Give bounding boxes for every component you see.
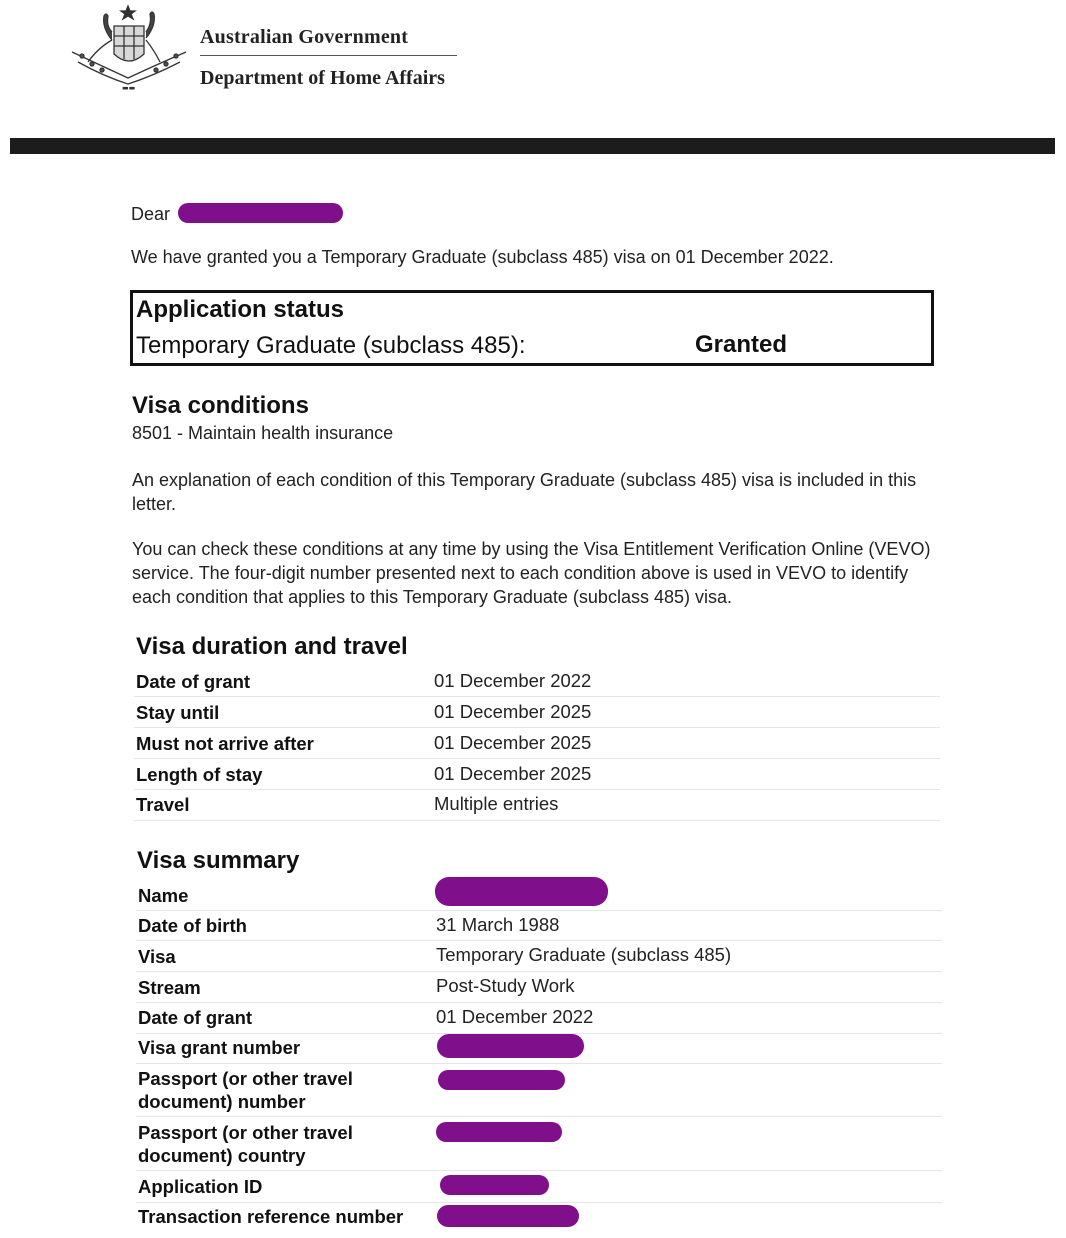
row-value: Multiple entries (434, 793, 559, 814)
row-label: Visa (138, 946, 176, 967)
row-label: Must not arrive after (136, 733, 314, 754)
header-divider (200, 55, 457, 56)
department-name: Department of Home Affairs (200, 67, 445, 89)
row-value: Post-Study Work (436, 975, 575, 996)
visa-duration-heading: Visa duration and travel (136, 633, 408, 660)
row-value: 01 December 2025 (434, 701, 592, 722)
table-row (136, 974, 942, 1003)
application-status-title: Application status (136, 296, 345, 323)
header-bar (10, 138, 1055, 154)
row-label: Transaction reference number (138, 1206, 404, 1227)
condition-item: 8501 - Maintain health insurance (132, 423, 394, 443)
row-label: Name (138, 885, 189, 906)
redacted-passport-number (438, 1070, 565, 1090)
conditions-explanation: An explanation of each condition of this Temporary Graduate (subclass 485) visa is included in this letter. (132, 470, 917, 514)
row-label: Stream (138, 977, 201, 998)
redacted-visa-grant-number (437, 1034, 584, 1058)
government-name: Australian Government (200, 26, 409, 48)
grant-sentence: We have granted you a Temporary Graduate (subclass 485) visa on 01 December 2022. (131, 247, 834, 267)
vevo-explanation: You can check these conditions at any time by using the Visa Entitlement Verification Online (VEVO) service. The four-digit number presented next to each condition above is used in VEVO to identify each condition that applies to this Temporary Graduate (subclass 485) visa. (132, 539, 931, 607)
row-label: Stay until (136, 702, 220, 723)
row-label: Length of stay (136, 764, 263, 785)
row-label: Application ID (138, 1176, 263, 1197)
row-label: Passport (or other travel document) country (138, 1122, 353, 1166)
redacted-transaction-reference (437, 1205, 579, 1227)
visa-summary-heading: Visa summary (137, 847, 300, 874)
table-row (134, 668, 940, 697)
row-value: 01 December 2022 (434, 670, 592, 691)
svg-text:▬▬: ▬▬ (122, 84, 136, 92)
row-label: Travel (136, 794, 190, 815)
visa-conditions-heading: Visa conditions (132, 392, 309, 419)
row-value: 31 March 1988 (436, 914, 560, 935)
row-value: 01 December 2025 (434, 732, 592, 753)
table-row (134, 792, 940, 821)
row-label: Date of grant (136, 671, 251, 692)
redacted-application-id (440, 1175, 549, 1195)
row-value: 01 December 2022 (436, 1006, 594, 1027)
row-label: Date of birth (138, 915, 247, 936)
greeting: Dear (131, 204, 171, 224)
row-value: Temporary Graduate (subclass 485) (436, 944, 732, 965)
table-row (134, 761, 940, 790)
row-value: 01 December 2025 (434, 763, 592, 784)
row-label: Date of grant (138, 1007, 253, 1028)
table-row (136, 912, 942, 941)
application-status-value: Granted (695, 331, 788, 358)
redacted-passport-country (436, 1122, 562, 1142)
table-row (134, 730, 940, 759)
redacted-name (435, 877, 608, 906)
table-row (136, 1005, 942, 1034)
application-status-label: Temporary Graduate (subclass 485): (136, 332, 526, 359)
table-row (134, 699, 940, 728)
row-label: Visa grant number (138, 1037, 301, 1058)
table-row (136, 943, 942, 972)
row-label: Passport (or other travel document) number (138, 1068, 353, 1112)
coat-of-arms-icon (68, 4, 192, 92)
redacted-recipient-name (178, 203, 343, 223)
